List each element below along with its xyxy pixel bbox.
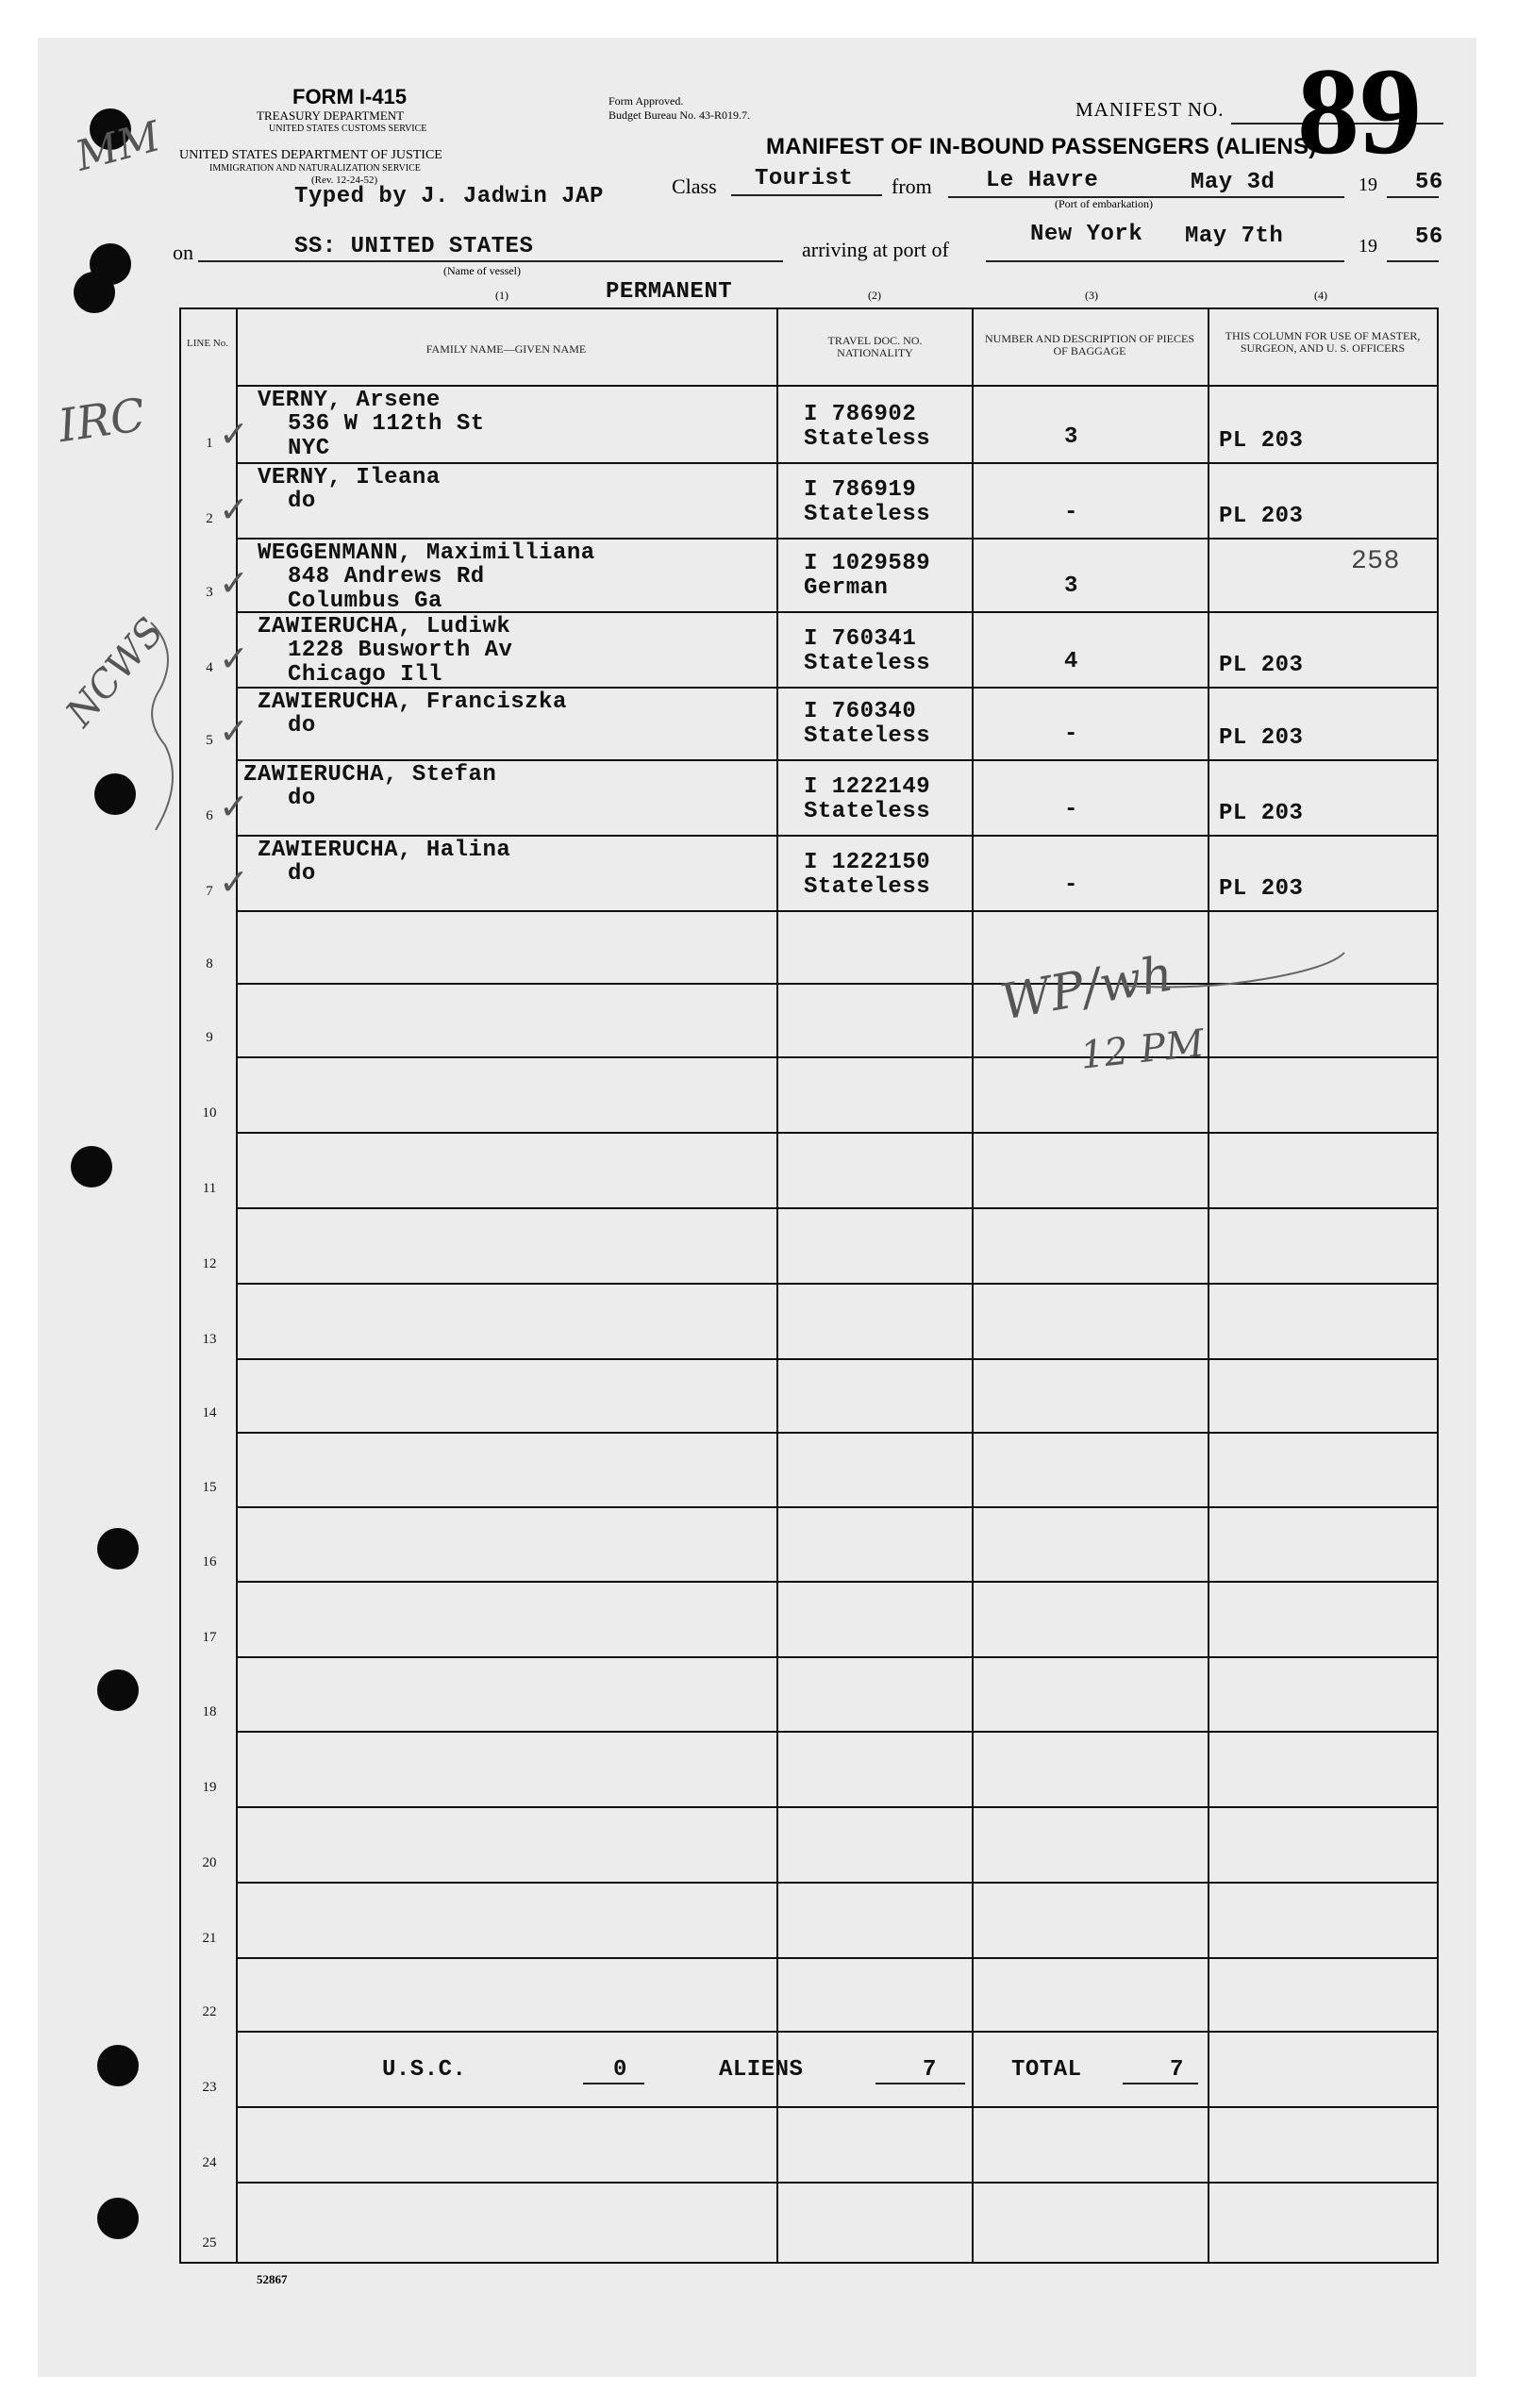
check-mark: ✓ (219, 638, 249, 679)
passenger-address-line1: do (288, 489, 316, 514)
officer-note: PL 203 (1219, 504, 1304, 529)
depart-date: May 3d (1191, 170, 1275, 195)
passenger-name: ZAWIERUCHA, Ludiwk (258, 614, 511, 639)
row-divider (236, 1656, 1439, 1658)
col-line-baggage (1208, 307, 1209, 2264)
passenger-address-line1: do (288, 713, 316, 739)
check-mark: ✓ (219, 710, 249, 752)
nationality: Stateless (804, 799, 931, 824)
row-number: 12 (202, 1256, 217, 1271)
row-divider (236, 1056, 1439, 1058)
officer-note: PL 203 (1219, 725, 1304, 751)
col-num-4: (4) (1314, 289, 1327, 302)
baggage-count: - (1064, 872, 1078, 898)
officer-note: 258 (1351, 547, 1400, 576)
ins-service: IMMIGRATION AND NATURALIZATION SERVICE (209, 163, 421, 174)
row-number: 11 (202, 1181, 217, 1196)
justice-dept: UNITED STATES DEPARTMENT OF JUSTICE (179, 148, 442, 162)
manifest-title: MANIFEST OF IN-BOUND PASSENGERS (ALIENS) (766, 134, 1317, 159)
col-num-2: (2) (868, 289, 881, 302)
on-label: on (173, 241, 193, 264)
from-label: from (892, 174, 932, 198)
nationality: Stateless (804, 874, 931, 900)
row-divider (236, 1581, 1439, 1583)
row-number: 13 (202, 1332, 217, 1347)
row-number: 22 (202, 2004, 217, 2019)
row-divider (236, 1432, 1439, 1434)
nationality: Stateless (804, 502, 931, 527)
row-divider (236, 1132, 1439, 1134)
row-divider (236, 2182, 1439, 2184)
row-divider (236, 1731, 1439, 1733)
passenger-address-line1: 536 W 112th St (288, 411, 485, 437)
check-mark: ✓ (219, 562, 249, 604)
passenger-address-line1: 1228 Busworth Av (288, 638, 513, 663)
row-divider (236, 1506, 1439, 1508)
travel-doc-number: I 786919 (804, 477, 917, 503)
header-officers: THIS COLUMN FOR USE OF MASTER, SURGEON, AND U. S. OFFICERS (1225, 329, 1421, 355)
row-number: 18 (202, 1704, 217, 1719)
usc-underline (583, 2083, 644, 2084)
arrival-year-underline (1387, 260, 1439, 262)
budget-bureau: Budget Bureau No. 43-R019.7. (608, 108, 750, 122)
row-divider (236, 835, 1439, 837)
permanent-label: PERMANENT (606, 279, 733, 305)
row-number: 2 (206, 511, 213, 526)
passenger-name: WEGGENMANN, Maximilliana (258, 540, 595, 566)
row-number: 8 (206, 956, 213, 972)
class-underline (731, 194, 882, 196)
check-mark: ✓ (219, 413, 249, 455)
row-number: 10 (202, 1105, 217, 1121)
row-divider (236, 2106, 1439, 2108)
year-prefix-depart: 19 (1359, 174, 1377, 195)
col-line-left (179, 307, 181, 2264)
col-line-name (776, 307, 778, 2264)
travel-doc-number: I 760341 (804, 626, 917, 652)
travel-doc-number: I 786902 (804, 402, 917, 427)
nationality: Stateless (804, 426, 931, 452)
officer-note: PL 203 (1219, 428, 1304, 454)
header-line-no: LINE No. (187, 338, 228, 349)
aliens-label: ALIENS (719, 2057, 804, 2083)
arrival-underline (986, 260, 1344, 262)
port-embark-label: (Port of embarkation) (1055, 197, 1153, 210)
passenger-name: VERNY, Ileana (258, 465, 441, 490)
treasury-dept: TREASURY DEPARTMENT (257, 108, 405, 123)
header-bottom-border (236, 385, 1439, 387)
punch-hole (97, 2198, 139, 2239)
row-divider (236, 538, 1439, 540)
row-number: 17 (202, 1630, 217, 1645)
arriving-label: arriving at port of (802, 238, 949, 261)
row-number: 20 (202, 1855, 217, 1870)
arrival-port: New York (1030, 222, 1143, 247)
punch-hole (97, 1528, 139, 1569)
class-value: Tourist (755, 166, 854, 191)
row-number: 15 (202, 1480, 217, 1495)
row-number: 24 (202, 2155, 217, 2170)
row-divider (236, 2031, 1439, 2033)
vessel-label: (Name of vessel) (443, 264, 521, 277)
row-number: 1 (206, 436, 213, 451)
punch-hole (94, 773, 136, 815)
row-number: 6 (206, 808, 213, 823)
officer-signature-sub: 12 PM (1077, 1021, 1207, 1078)
customs-service: UNITED STATES CUSTOMS SERVICE (269, 124, 427, 134)
nationality: Stateless (804, 723, 931, 749)
usc-value: 0 (613, 2057, 627, 2083)
row-divider (236, 1207, 1439, 1209)
usc-label: U.S.C. (382, 2057, 467, 2083)
passenger-name: VERNY, Arsene (258, 388, 441, 413)
col-line-right (1437, 307, 1439, 2264)
header-travel: TRAVEL DOC. NO. NATIONALITY (827, 334, 923, 359)
nationality: German (804, 575, 889, 601)
signature-flourish (1113, 943, 1359, 1019)
passenger-address-line1: do (288, 861, 316, 887)
check-mark: ✓ (219, 786, 249, 827)
baggage-count: - (1064, 797, 1078, 822)
vessel-underline (198, 260, 783, 262)
punch-hole (71, 1146, 112, 1187)
aliens-value: 7 (923, 2057, 937, 2083)
from-value: Le Havre (986, 168, 1099, 193)
row-number: 23 (202, 2080, 217, 2095)
depart-year-underline (1387, 196, 1439, 198)
nationality: Stateless (804, 651, 931, 676)
officer-note: PL 203 (1219, 801, 1304, 826)
year-prefix-arrive: 19 (1359, 236, 1377, 257)
passenger-address-line1: 848 Andrews Rd (288, 564, 485, 590)
check-mark: ✓ (219, 489, 249, 530)
col-line-travel (972, 307, 974, 2264)
header-baggage: NUMBER AND DESCRIPTION OF PIECES OF BAGGAGE (984, 332, 1195, 357)
baggage-count: - (1064, 722, 1078, 747)
passenger-name: ZAWIERUCHA, Stefan (243, 762, 497, 788)
total-label: TOTAL (1011, 2057, 1082, 2083)
row-number: 9 (206, 1030, 213, 1045)
margin-note-top: MM (70, 112, 166, 181)
travel-doc-number: I 1029589 (804, 551, 931, 576)
officer-note: PL 203 (1219, 653, 1304, 678)
row-number: 5 (206, 733, 213, 748)
form-code: 52867 (257, 2272, 288, 2286)
punch-hole (74, 272, 115, 313)
depart-year: 56 (1415, 170, 1443, 195)
row-number: 7 (206, 884, 213, 899)
travel-doc-number: I 760340 (804, 699, 917, 724)
arrival-year: 56 (1415, 224, 1443, 250)
passenger-address-line2: Columbus Ga (288, 589, 442, 614)
check-mark: ✓ (219, 861, 249, 903)
row-divider (236, 1806, 1439, 1808)
manifest-no-label: MANIFEST NO. (1075, 98, 1225, 121)
rev-date: (Rev. 12-24-52) (311, 174, 378, 186)
table-bottom-border (179, 2262, 1439, 2264)
total-value: 7 (1170, 2057, 1184, 2083)
passenger-name: ZAWIERUCHA, Franciszka (258, 689, 567, 715)
passenger-address-line1: do (288, 786, 316, 811)
manifest-number: 89 (1297, 42, 1422, 180)
officer-signature: WP/wh (996, 945, 1177, 1032)
header-name: FAMILY NAME—GIVEN NAME (425, 342, 587, 356)
row-number: 3 (206, 585, 213, 600)
baggage-count: 4 (1064, 649, 1078, 674)
passenger-name: ZAWIERUCHA, Halina (258, 838, 511, 863)
ncws-brace (132, 613, 189, 839)
margin-note-irc: IRC (55, 388, 149, 454)
passenger-address-line2: Chicago Ill (288, 662, 442, 688)
row-divider (236, 1882, 1439, 1884)
aliens-underline (875, 2083, 965, 2084)
punch-hole (97, 2045, 139, 2086)
officer-note: PL 203 (1219, 876, 1304, 902)
table-top-border (179, 307, 1439, 309)
row-number: 19 (202, 1780, 217, 1795)
typed-by: Typed by J. Jadwin JAP (294, 184, 604, 209)
row-divider (236, 1283, 1439, 1285)
baggage-count: - (1064, 500, 1078, 525)
travel-doc-number: I 1222149 (804, 774, 931, 800)
row-number: 21 (202, 1931, 217, 1946)
row-divider (236, 462, 1439, 464)
form-number: FORM I-415 (292, 85, 408, 108)
row-number: 16 (202, 1554, 217, 1569)
row-number: 4 (206, 660, 213, 675)
row-divider (236, 1358, 1439, 1360)
row-divider (236, 910, 1439, 912)
row-number: 25 (202, 2235, 217, 2250)
row-number: 14 (202, 1405, 217, 1420)
total-underline (1123, 2083, 1198, 2084)
row-divider (236, 1957, 1439, 1959)
form-approved: Form Approved. (608, 94, 684, 108)
margin-note-ncws: NCWS (58, 609, 173, 736)
col-num-3: (3) (1085, 289, 1098, 302)
baggage-count: 3 (1064, 573, 1078, 599)
baggage-count: 3 (1064, 424, 1078, 450)
arrival-date: May 7th (1185, 224, 1284, 249)
row-divider (236, 759, 1439, 761)
punch-hole (97, 1669, 139, 1711)
passenger-address-line2: NYC (288, 436, 330, 461)
vessel-name: SS: UNITED STATES (294, 234, 534, 259)
col-num-1: (1) (495, 289, 508, 302)
travel-doc-number: I 1222150 (804, 850, 931, 875)
class-label: Class (672, 174, 717, 198)
